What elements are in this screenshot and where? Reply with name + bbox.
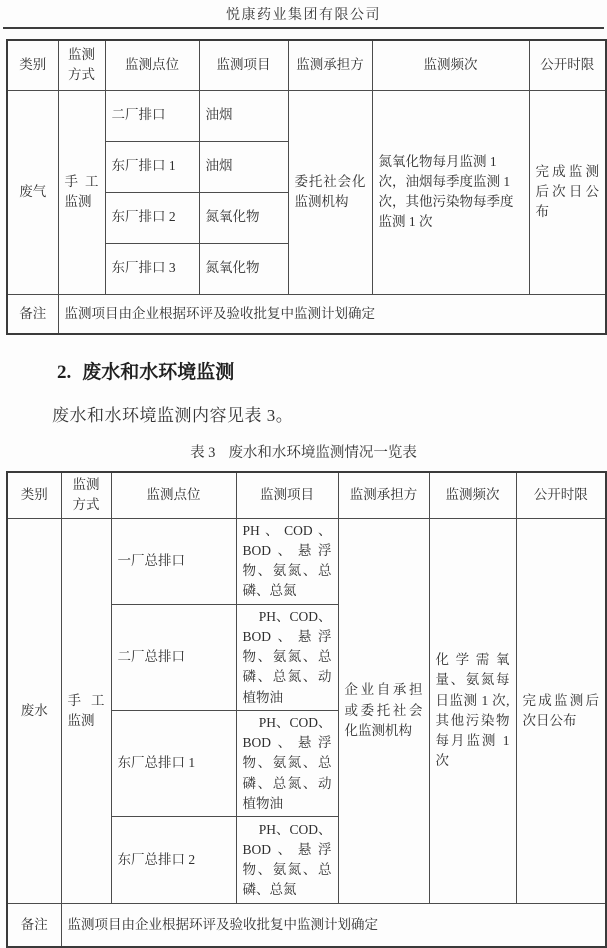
- frequency-cell: 氮氧化物每月监测 1 次，油烟每季度监测 1 次，其他污染物每季度监测 1 次: [372, 90, 529, 294]
- wastewater-monitoring-table: [6, 471, 607, 948]
- undertaker-cell: 委托社会化监测机构: [288, 90, 372, 294]
- table-caption-text: 废水和水环境监测情况一览表: [228, 445, 417, 461]
- header-category: 类别: [7, 40, 58, 90]
- category-cell: 废气: [7, 90, 58, 294]
- monitoring-item-cell: PH、COD、BOD、悬浮物、氨氮、总磷、总氮、动植物油: [236, 604, 338, 710]
- note-row: [7, 904, 606, 947]
- note-label-cell: 备注: [7, 294, 58, 334]
- section-heading: [57, 357, 607, 384]
- header-frequency: 监测频次: [429, 472, 516, 518]
- monitoring-point-cell: 二厂总排口: [111, 604, 236, 710]
- monitoring-point-cell: 二厂排口: [105, 90, 199, 141]
- header-item: 监测项目: [199, 40, 288, 90]
- header-method: 监测方式: [61, 472, 111, 518]
- header-publish: 公开时限: [529, 40, 606, 90]
- table-caption-label: 表 3: [190, 445, 216, 461]
- monitoring-item-cell: 氮氧化物: [199, 192, 288, 243]
- section-title: 废水和水环境监测: [82, 362, 235, 383]
- monitoring-point-cell: 东厂总排口 2: [111, 817, 236, 904]
- monitoring-point-cell: 东厂总排口 1: [111, 710, 236, 816]
- monitoring-point-cell: 东厂排口 2: [105, 192, 199, 243]
- monitoring-item-cell: 氮氧化物: [199, 243, 288, 294]
- table-caption: [0, 441, 607, 462]
- table-row: [7, 90, 606, 141]
- header-item: 监测项目: [236, 472, 338, 518]
- frequency-cell: 化学需氧量、氨氮每日监测 1 次,其他污染物每月监测 1 次: [429, 518, 516, 904]
- monitoring-item-cell: PH、COD、BOD、悬浮物、氨氮、总磷、总氮、动植物油: [236, 710, 338, 816]
- monitoring-point-cell: 一厂总排口: [111, 518, 236, 604]
- section-number: 2.: [57, 362, 72, 383]
- header-undertaker: 监测承担方: [338, 472, 429, 518]
- monitoring-item-cell: PH、COD、BOD、悬浮物、氨氮、总磷、总氮: [236, 817, 338, 904]
- monitoring-item-cell: PH、COD、BOD、悬浮物、氨氮、总磷、总氮: [236, 518, 338, 604]
- table-header-row: [7, 40, 606, 90]
- note-label-cell: 备注: [7, 904, 61, 947]
- header-category: 类别: [7, 472, 61, 518]
- header-method: 监测方式: [58, 40, 105, 90]
- method-cell: 手工监测: [58, 90, 105, 294]
- header-undertaker: 监测承担方: [288, 40, 372, 90]
- monitoring-point-cell: 东厂排口 1: [105, 141, 199, 192]
- note-row: [7, 294, 606, 334]
- table-header-row: [7, 472, 606, 518]
- note-text-cell: 监测项目由企业根据环评及验收批复中监测计划确定: [58, 294, 606, 334]
- header-point: 监测点位: [111, 472, 236, 518]
- company-header: 悦康药业集团有限公司: [3, 0, 604, 29]
- category-cell: 废水: [7, 518, 61, 904]
- table-row: [7, 518, 606, 604]
- publish-deadline-cell: 完成监测后次日公布: [529, 90, 606, 294]
- undertaker-cell: 企业自承担或委托社会化监测机构: [338, 518, 429, 904]
- waste-gas-monitoring-table: [6, 39, 607, 335]
- monitoring-item-cell: 油烟: [199, 141, 288, 192]
- header-frequency: 监测频次: [372, 40, 529, 90]
- method-cell: 手工监测: [61, 518, 111, 904]
- header-publish: 公开时限: [516, 472, 606, 518]
- note-text-cell: 监测项目由企业根据环评及验收批复中监测计划确定: [61, 904, 606, 947]
- publish-deadline-cell: 完成监测后次日公布: [516, 518, 606, 904]
- monitoring-point-cell: 东厂排口 3: [105, 243, 199, 294]
- header-point: 监测点位: [105, 40, 199, 90]
- section-intro-text: 废水和水环境监测内容见表 3。: [52, 406, 294, 425]
- monitoring-item-cell: 油烟: [199, 90, 288, 141]
